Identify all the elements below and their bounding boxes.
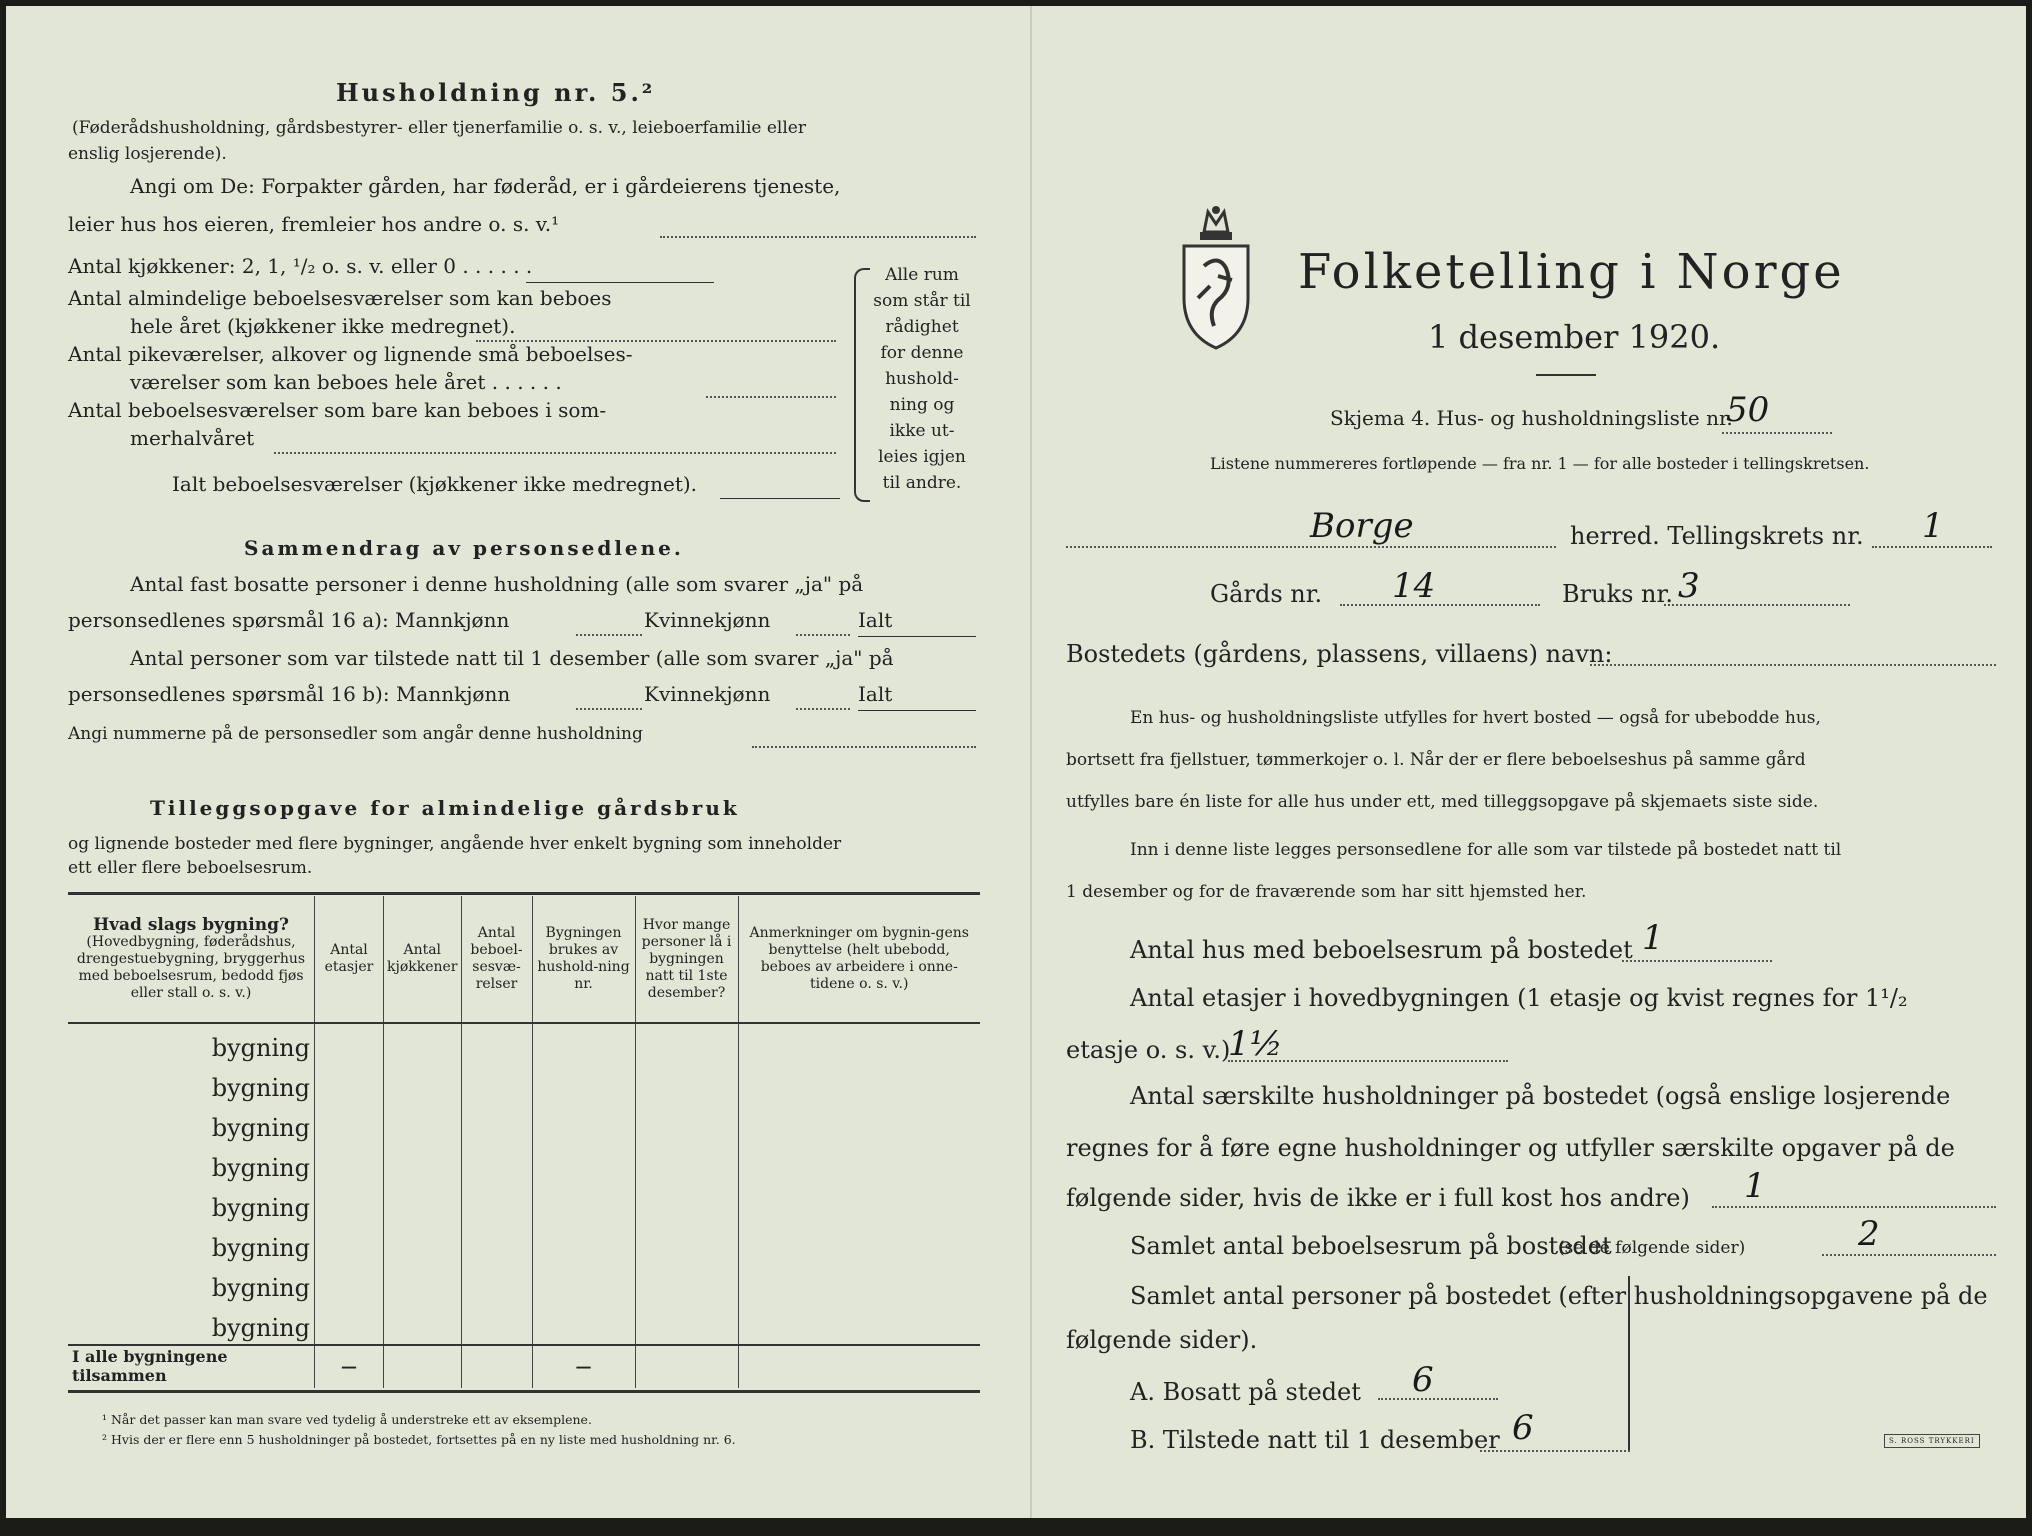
table-total-row: [68, 1345, 980, 1388]
brace-note-line: leies igjen: [878, 447, 966, 467]
building-cell: [68, 1264, 315, 1304]
kitchens-line: Antal kjøkkener: 2, 1, ¹/₂ o. s. v. eller 0 . . . . . .: [68, 254, 533, 278]
summary-2a: Antal personer som var tilstede natt til 1 desember (alle som svarer „ja" på: [130, 646, 894, 670]
table-row: [68, 1304, 980, 1345]
building-label: bygning: [211, 1034, 310, 1062]
building-label: bygning: [211, 1194, 310, 1222]
total-label-1: Ialt: [858, 608, 893, 632]
col-rooms: Antal beboel-sesvæ-relser: [461, 896, 532, 1023]
krets-value: 1: [1922, 506, 1944, 546]
numbering-note: Listene nummereres fortløpende — fra nr. 1 — for alle bosteder i tellingskretsen.: [1210, 454, 1870, 473]
building-label: bygning: [211, 1314, 310, 1342]
col-building: [68, 896, 315, 1023]
brace-note: [872, 262, 972, 496]
building-cell: [68, 1064, 315, 1104]
schema-label: Skjema 4. Hus- og husholdningsliste nr.: [1330, 406, 1733, 430]
household-note-1: (Føderådshusholdning, gårdsbestyrer- eller tjenerfamilie o. s. v., leieboerfamilie eller: [72, 118, 806, 138]
answer-line: [1872, 546, 1992, 548]
col-floors: Antal etasjer: [315, 896, 384, 1023]
summary-1a: Antal fast bosatte personer i denne husholdning (alle som svarer „ja" på: [130, 572, 864, 596]
brace-note-line: som står til: [873, 291, 971, 311]
table-row: [68, 1104, 980, 1144]
households-c: følgende sider, hvis de ikke er i full kost hos andre): [1066, 1184, 1690, 1212]
answer-line: [1590, 664, 1996, 666]
table-row: [68, 1264, 980, 1304]
building-label: bygning: [211, 1234, 310, 1262]
col-building-title: Hvad slags bygning?: [93, 914, 289, 935]
census-form-sheet: [6, 6, 2026, 1518]
printer-stamp: S. ROSS TRYKKERI: [1884, 1434, 1980, 1448]
answer-line: [274, 452, 836, 454]
rooms-note: (se de følgende sider): [1558, 1238, 1746, 1258]
bosted-label: Bostedets (gårdens, plassens, villaens) navn:: [1066, 640, 1613, 668]
numbers-line: Angi nummerne på de personsedler som angår denne husholdning: [68, 724, 643, 744]
floors-value: 1½: [1228, 1024, 1283, 1064]
table-top-rule: [68, 892, 980, 895]
floors-a: Antal etasjer i hovedbygningen (1 etasje og kvist regnes for 1¹/₂: [1130, 984, 1908, 1012]
answer-line: [706, 396, 836, 398]
form-date: 1 desember 1920.: [1428, 318, 1721, 356]
houses-label: Antal hus med beboelsesrum på bostedet: [1130, 936, 1633, 964]
floors-b: etasje o. s. v.): [1066, 1036, 1231, 1064]
resident-value: 6: [1412, 1360, 1434, 1400]
answer-line: [1622, 960, 1772, 962]
col-building-note: (Hovedbygning, føderådshus, drengestuebygning, bryggerhus med beboelsesrum, bedodd fjøs eller stall o. s. v.): [76, 933, 306, 1001]
table-row: [68, 1224, 980, 1264]
persons-b: følgende sider).: [1066, 1326, 1258, 1354]
persons-a: Samlet antal personer på bostedet (efter husholdningsopgavene på de: [1130, 1282, 1988, 1310]
col-kitchens: Antal kjøkkener: [384, 896, 462, 1023]
rooms-value: 2: [1858, 1214, 1880, 1254]
para-1a: En hus- og husholdningsliste utfylles for hvert bosted — også for ubebodde hus,: [1130, 708, 1821, 728]
para-2b: 1 desember og for de fraværende som har sitt hjemsted her.: [1066, 882, 1587, 902]
households-value: 1: [1744, 1166, 1766, 1206]
right-page: [1032, 6, 2026, 1518]
question-1b: leier hus hos eieren, fremleier hos andre o. s. v.¹: [68, 212, 560, 236]
table-row: [68, 1144, 980, 1184]
answer-line: [1340, 604, 1540, 606]
brace: [854, 268, 870, 502]
col-remarks: Anmerkninger om bygnin-gens benyttelse (helt ubebodd, beboes av arbeidere i onne-tidene o. s. v.): [738, 896, 980, 1023]
answer-line: [796, 708, 850, 710]
answer-line: [576, 634, 642, 636]
underline: [526, 282, 714, 283]
brace-note-line: Alle rum: [885, 265, 959, 285]
female-label-1: Kvinnekjønn: [644, 608, 771, 632]
total-floors: —: [315, 1345, 384, 1388]
question-1a: Angi om De: Forpakter gården, har føderåd, er i gårdeierens tjeneste,: [130, 174, 841, 198]
schema-number: 50: [1726, 390, 1770, 430]
coat-of-arms-icon: [1174, 202, 1258, 352]
present-label: B. Tilstede natt til 1 desember: [1130, 1426, 1500, 1454]
col-persons: Hvor mange personer lå i bygningen natt til 1ste desember?: [635, 896, 738, 1023]
underline: [858, 636, 976, 637]
answer-line: [1664, 604, 1850, 606]
building-cell: [68, 1224, 315, 1264]
building-cell: [68, 1304, 315, 1345]
household-note-2: enslig losjerende).: [68, 144, 227, 164]
gards-value: 14: [1392, 566, 1436, 606]
col-used-by: Bygningen brukes av hushold-ning nr.: [532, 896, 635, 1023]
total-rooms: Ialt beboelsesværelser (kjøkkener ikke medregnet).: [172, 472, 698, 496]
pencil-stroke: [1628, 1276, 1630, 1452]
resident-label: A. Bosatt på stedet: [1130, 1378, 1361, 1406]
bruks-value: 3: [1678, 566, 1700, 606]
answer-line: [1228, 1060, 1508, 1062]
building-cell: [68, 1184, 315, 1224]
footnote-2: ² Hvis der er flere enn 5 husholdninger på bostedet, fortsettes på en ny liste med husholdning nr. 6.: [102, 1432, 736, 1447]
building-label: bygning: [211, 1154, 310, 1182]
herred-value: Borge: [1310, 506, 1414, 546]
present-value: 6: [1512, 1408, 1534, 1448]
summer-rooms-a: Antal beboelsesværelser som bare kan beboes i som-: [68, 398, 607, 422]
table-header-row: [68, 896, 980, 1023]
total-label-2: Ialt: [858, 682, 893, 706]
brace-note-line: rådighet: [885, 317, 959, 337]
gards-label: Gårds nr.: [1210, 580, 1323, 608]
ordinary-rooms-a: Antal almindelige beboelsesværelser som kan beboes: [68, 286, 612, 310]
table-row: [68, 1023, 980, 1064]
summary-1b: personsedlenes spørsmål 16 a): Mannkjønn: [68, 608, 510, 632]
answer-line: [1066, 546, 1556, 548]
answer-line: [576, 708, 642, 710]
female-label-2: Kvinnekjønn: [644, 682, 771, 706]
brace-note-line: hushold-: [885, 369, 959, 389]
left-page: [6, 6, 1030, 1518]
para-1c: utfylles bare én liste for alle hus under ett, med tilleggsopgave på skjemaets siste side.: [1066, 792, 1819, 812]
table-row: [68, 1064, 980, 1104]
herred-label: herred. Tellingskrets nr.: [1570, 522, 1864, 550]
rooms-label: Samlet antal beboelsesrum på bostedet: [1130, 1232, 1612, 1260]
total-row-label: I alle bygningene tilsammen: [68, 1345, 315, 1388]
brace-note-line: ikke ut-: [889, 421, 955, 441]
answer-line: [1822, 1254, 1996, 1256]
building-cell: [68, 1104, 315, 1144]
bruks-label: Bruks nr.: [1562, 580, 1673, 608]
answer-line: [660, 236, 976, 238]
summary-2b: personsedlenes spørsmål 16 b): Mannkjønn: [68, 682, 511, 706]
summer-rooms-b: merhalvåret: [130, 426, 255, 450]
table-bottom-rule: [68, 1390, 980, 1393]
footnote-1: ¹ Når det passer kan man svare ved tydelig å understreke ett av eksemplene.: [102, 1412, 592, 1427]
building-cell: [68, 1144, 315, 1184]
building-cell: [68, 1023, 315, 1064]
answer-line: [752, 746, 976, 748]
maids-rooms-b: værelser som kan beboes hele året . . . . . .: [130, 370, 562, 394]
households-a: Antal særskilte husholdninger på bostedet (også enslige losjerende: [1130, 1082, 1951, 1110]
divider: [1536, 374, 1596, 376]
households-b: regnes for å føre egne husholdninger og utfyller særskilte opgaver på de: [1066, 1134, 1955, 1162]
para-2a: Inn i denne liste legges personsedlene for alle som var tilstede på bostedet natt til: [1130, 840, 1842, 860]
table-row: [68, 1184, 980, 1224]
summary-title: Sammendrag av personsedlene.: [244, 536, 684, 560]
supplement-title: Tilleggsopgave for almindelige gårdsbruk: [150, 796, 740, 820]
supplement-sub-1: og lignende bosteder med flere bygninger, angående hver enkelt bygning som inneholder: [68, 834, 842, 854]
answer-line: [1480, 1450, 1630, 1452]
brace-note-line: ning og: [889, 395, 955, 415]
household-title: Husholdning nr. 5.²: [336, 78, 656, 107]
building-label: bygning: [211, 1114, 310, 1142]
underline: [858, 710, 976, 711]
building-label: bygning: [211, 1274, 310, 1302]
answer-line: [796, 634, 850, 636]
houses-value: 1: [1642, 918, 1664, 958]
ordinary-rooms-b: hele året (kjøkkener ikke medregnet).: [130, 314, 516, 338]
brace-note-line: til andre.: [882, 473, 962, 493]
brace-note-line: for denne: [880, 343, 964, 363]
form-title: Folketelling i Norge: [1298, 244, 1845, 300]
total-used-by: —: [532, 1345, 635, 1388]
maids-rooms-a: Antal pikeværelser, alkover og lignende små beboelses-: [68, 342, 633, 366]
underline: [720, 498, 840, 499]
answer-line: [1378, 1398, 1498, 1400]
supplement-sub-2: ett eller flere beboelsesrum.: [68, 858, 313, 878]
para-1b: bortsett fra fjellstuer, tømmerkojer o. l. Når der er flere beboelseshus på samme gård: [1066, 750, 1806, 770]
buildings-table: [68, 896, 980, 1388]
answer-line: [1712, 1206, 1996, 1208]
answer-line: [1722, 432, 1832, 434]
building-label: bygning: [211, 1074, 310, 1102]
